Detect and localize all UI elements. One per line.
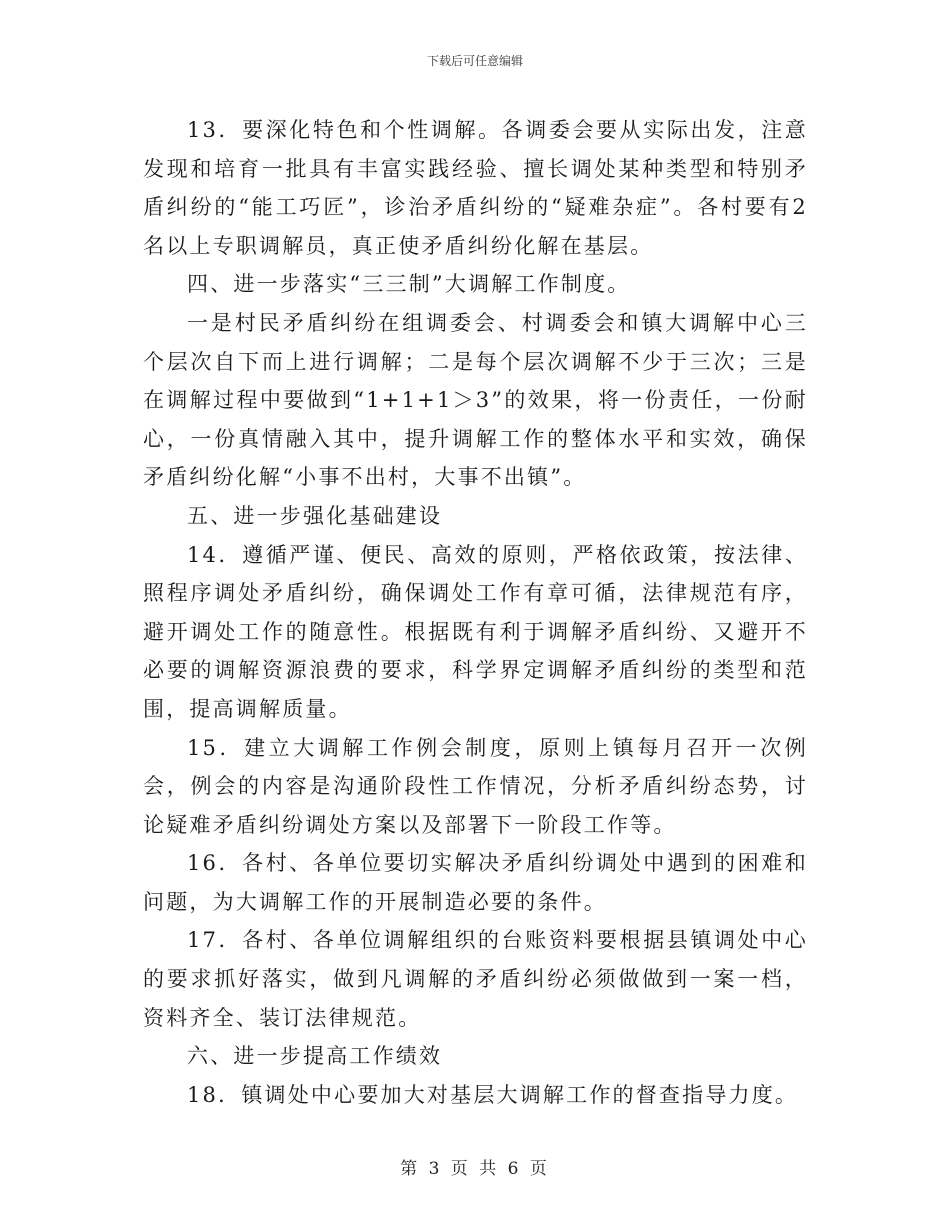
paragraph-item-14: 14．遵循严谨、便民、高效的原则，严格依政策，按法律、照程序调处矛盾纠纷，确保调处工作有章可循，法律规范有序，避开调处工作的随意性。根据既有利于调解矛盾纠纷、又避开不必要的调解资源浪费的要求，科学界定调解矛盾纠纷的类型和范围，提高调解质量。 (143, 542, 808, 721)
section-heading-5: 五、进一步强化基础建设 (187, 503, 443, 528)
page-header: 下载后可任意编辑 (426, 54, 523, 68)
paragraph-item-16: 16．各村、各单位要切实解决矛盾纠纷调处中遇到的困难和问题，为大调解工作的开展制造必要的条件。 (143, 851, 808, 914)
paragraph-item-15: 15．建立大调解工作例会制度，原则上镇每月召开一次例会，例会的内容是沟通阶段性工作情况，分析矛盾纠纷态势，讨论疑难矛盾纠纷调处方案以及部署下一阶段工作等。 (143, 735, 808, 837)
section-heading-6: 六、进一步提高工作绩效 (187, 1044, 443, 1069)
paragraph-item-17: 17．各村、各单位调解组织的台账资料要根据县镇调处中心的要求抓好落实，做到凡调解的矛盾纠纷必须做做到一案一档，资料齐全、装订法律规范。 (143, 928, 808, 1030)
paragraph-item-18: 18．镇调处中心要加大对基层大调解工作的督查指导力度。 (187, 1082, 799, 1107)
section-heading-4: 四、进一步落实“三三制”大调解工作制度。 (187, 272, 631, 297)
document-body (143, 111, 808, 1114)
paragraph-item-13: 13．要深化特色和个性调解。各调委会要从实际出发，注意发现和培育一批具有丰富实践经验、擅长调处某种类型和特别矛盾纠纷的“能工巧匠”，诊治矛盾纠纷的“疑难杂症”。各村要有2名以上专职调解员，真正使矛盾纠纷化解在基层。 (143, 118, 808, 258)
page-footer: 第 3 页 共 6 页 (400, 1159, 550, 1179)
paragraph-three-level-system: 一是村民矛盾纠纷在组调委会、村调委会和镇大调解中心三个层次自下而上进行调解；二是每个层次调解不少于三次；三是在调解过程中要做到“1+1+1＞3”的效果，将一份责任，一份耐心，一份真情融入其中，提升调解工作的整体水平和实效，确保矛盾纠纷化解“小事不出村，大事不出镇”。 (143, 310, 808, 490)
